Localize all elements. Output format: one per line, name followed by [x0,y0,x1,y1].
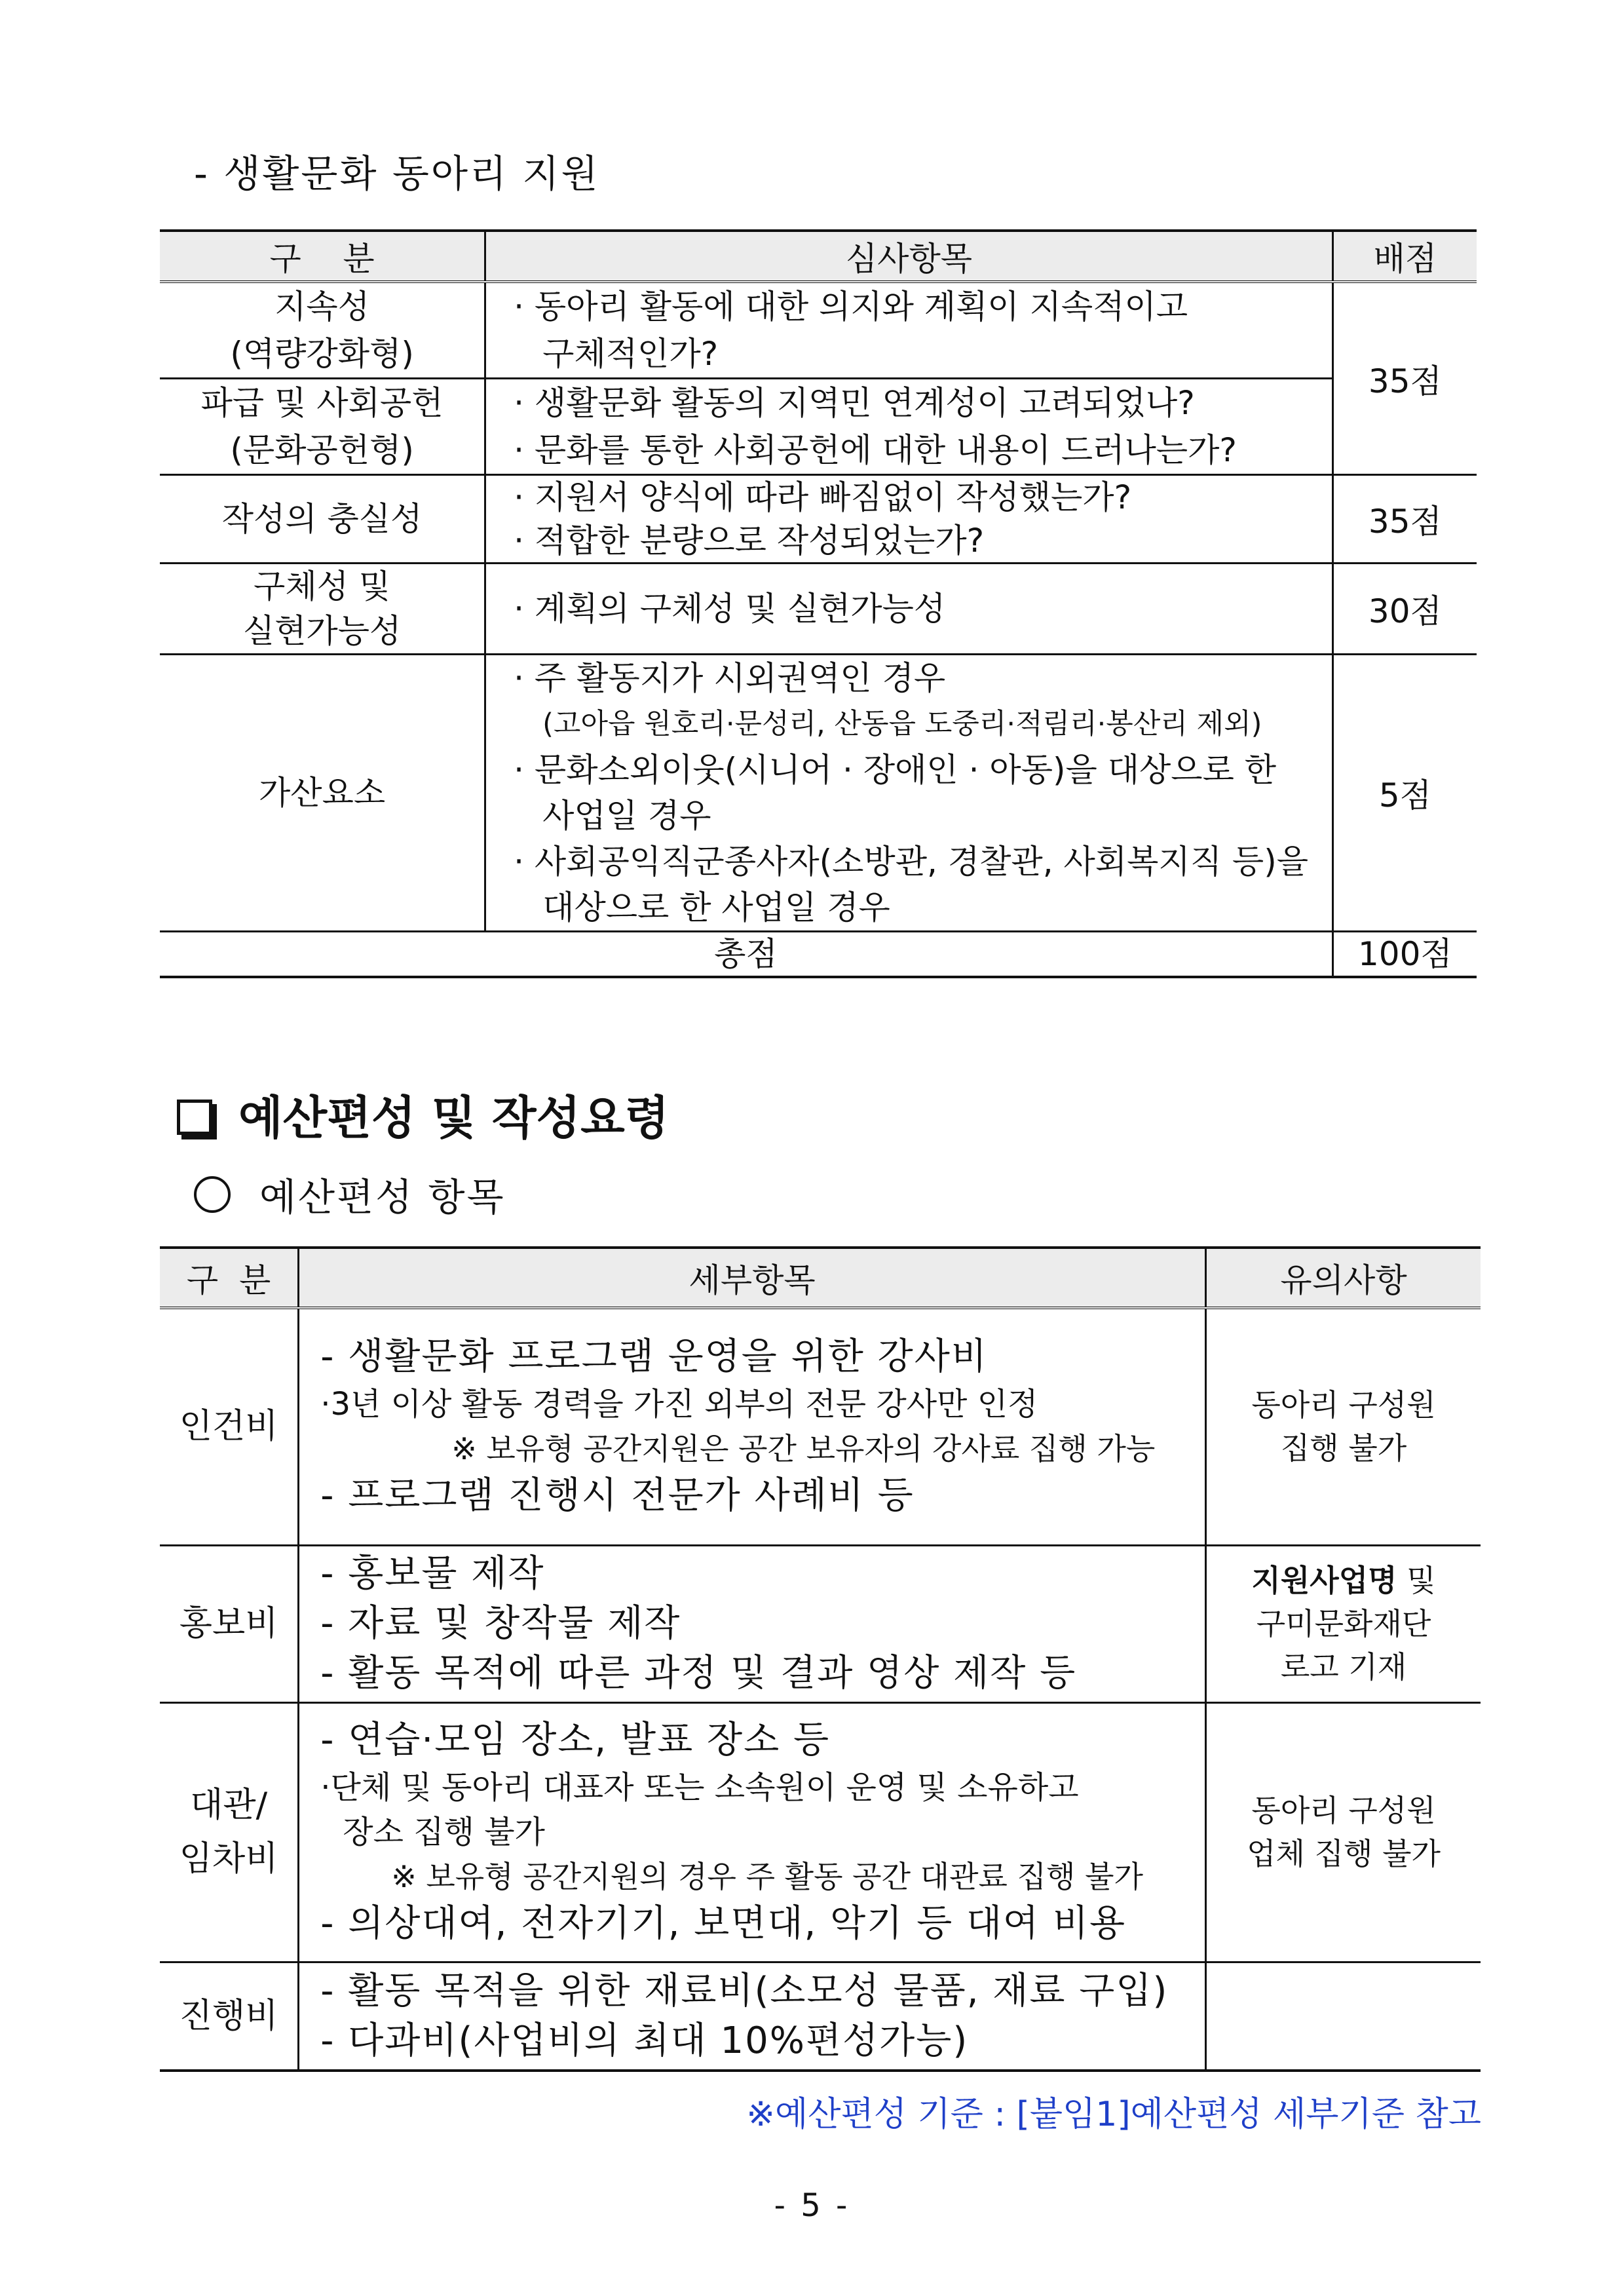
criteria-cell [485,655,1333,932]
table-header-row [160,1248,1481,1308]
criteria-item-exclusion: (고아읍 원호리·문성리, 산동읍 도중리·적림리·봉산리 제외) [542,708,1262,740]
notes-cell [1206,1962,1481,2071]
header-detail: 세부항목 [299,1248,1206,1308]
detail-note: ※ 보유형 공간지원은 공간 보유자의 강사료 집행 가능 [451,1431,1156,1467]
header-notes: 유의사항 [1206,1248,1481,1308]
detail-subitem: ·단체 및 동아리 대표자 또는 소속원이 운영 및 소유하고 [320,1769,1079,1806]
header-category: 구 분 [160,231,485,282]
detail-note: ※ 보유형 공간지원의 경우 주 활동 공간 대관료 집행 불가 [391,1859,1143,1894]
total-label: 총점 [160,932,1332,978]
category-cell [160,282,485,379]
table-row [160,282,1477,379]
notes-text-rest: 및 [1397,1563,1436,1598]
criteria-cell [485,475,1333,564]
subsection-title [194,1166,506,1221]
circle-bullet-icon [194,1176,231,1213]
section-title-text: 예산편성 및 작성요령 [238,1091,670,1145]
category-cell: 홍보비 [160,1545,299,1702]
category-cell [160,379,485,475]
category-cell: 가산요소 [160,655,485,932]
category-label: 구체성 및 [254,567,391,605]
category-cell: 진행비 [160,1962,299,2071]
category-label: 대관/ [190,1786,268,1825]
detail-item: - 자료 및 창작물 제작 [320,1602,681,1645]
category-label: 임차비 [179,1839,278,1879]
notes-cell [1206,1702,1481,1962]
category-sublabel: (문화공헌형) [230,431,414,469]
detail-item: - 프로그램 진행시 전문가 사례비 등 [320,1474,915,1518]
detail-cell [299,1308,1206,1545]
category-cell [160,1702,299,1962]
detail-cell [299,1702,1206,1962]
category-cell: 인건비 [160,1308,299,1545]
detail-item: - 활동 목적에 따른 과정 및 결과 영상 제작 등 [320,1652,1077,1694]
notes-cell [1206,1308,1481,1545]
notes-cell [1206,1545,1481,1702]
budget-reference-note: ※예산편성 기준 : [붙임1]예산편성 세부기준 참고 [746,2095,1481,2134]
total-score: 100점 [1332,932,1477,978]
evaluation-criteria-table [160,229,1477,978]
criteria-item: · 문화를 통한 사회공헌에 대한 내용이 드러나는가? [514,431,1237,469]
criteria-item: · 생활문화 활동의 지역민 연계성이 고려되었나? [514,384,1195,422]
header-criteria: 심사항목 [485,231,1333,282]
notes-text: 동아리 구성원 [1251,1387,1436,1423]
score-cell: 35점 [1332,475,1477,564]
detail-item: - 연습·모임 장소, 발표 장소 등 [320,1719,831,1761]
table-row [160,1545,1481,1702]
detail-item: - 의상대여, 전자기기, 보면대, 악기 등 대여 비용 [320,1902,1127,1945]
table-row [160,1308,1481,1545]
header-score: 배점 [1332,231,1477,282]
category-sublabel: 실현가능성 [242,612,402,650]
budget-items-table [160,1246,1481,2072]
detail-subitem-continued: 장소 집행 불가 [343,1814,545,1850]
section-title-club-support: - 생활문화 동아리 지원 [194,151,600,196]
criteria-cell [485,379,1333,475]
notes-text: 집행 불가 [1280,1430,1407,1466]
detail-cell [299,1545,1206,1702]
criteria-cell: · 계획의 구체성 및 실현가능성 [485,564,1333,655]
table-row [160,475,1477,564]
score-cell: 30점 [1332,564,1477,655]
detail-item: - 활동 목적을 위한 재료비(소모성 물품, 재료 구입) [320,1969,1169,2012]
notes-text: 동아리 구성원 [1251,1793,1436,1828]
category-label: 지속성 [274,288,370,326]
table-row [160,379,1477,475]
score-cell: 35점 [1332,282,1477,475]
detail-subitem: ·3년 이상 활동 경력을 가진 외부의 전문 강사만 인정 [320,1386,1038,1423]
criteria-item-continued: 사업일 경우 [542,797,711,835]
table-row [160,1962,1481,2071]
detail-cell [299,1962,1206,2071]
notes-text: 업체 집행 불가 [1247,1836,1441,1871]
score-cell: 5점 [1332,655,1477,932]
notes-text [1207,1559,1481,1602]
total-row [160,932,1477,978]
table-row [160,564,1477,655]
criteria-item: · 문화소외이웃(시니어 · 장애인 · 아동)을 대상으로 한 [514,751,1277,789]
criteria-item: · 주 활동지가 시외권역인 경우 [514,659,946,697]
page-number: - 5 - [774,2187,850,2224]
notes-text: 로고 기재 [1280,1649,1407,1685]
criteria-item-continued: 구체적인가? [542,335,719,373]
notes-text: 구미문화재단 [1256,1606,1431,1641]
criteria-item: · 적합한 분량으로 작성되었는가? [514,522,985,560]
criteria-item: · 동아리 활동에 대한 의지와 계획이 지속적이고 [514,288,1188,326]
criteria-item: · 사회공익직군종사자(소방관, 경찰관, 사회복지직 등)을 [514,843,1309,881]
category-cell: 작성의 충실성 [160,475,485,564]
subsection-title-text: 예산편성 항목 [259,1175,506,1219]
detail-item: - 홍보물 제작 [320,1552,545,1595]
category-cell [160,564,485,655]
section-title-budget [177,1081,669,1147]
category-label: 파급 및 사회공헌 [200,384,444,422]
table-header-row [160,231,1477,282]
table-row [160,1702,1481,1962]
table-row [160,655,1477,932]
detail-item: - 생활문화 프로그램 운영을 위한 강사비 [320,1335,988,1379]
category-sublabel: (역량강화형) [230,335,414,373]
checkbox-square-icon [177,1100,212,1135]
detail-item: - 다과비(사업비의 최대 10%편성가능) [320,2019,969,2062]
criteria-item-continued: 대상으로 한 사업일 경우 [542,889,890,927]
criteria-item: · 지원서 양식에 따라 빠짐없이 작성했는가? [514,478,1132,516]
notes-emphasis: 지원사업명 [1251,1563,1397,1598]
criteria-cell [485,282,1333,379]
header-category: 구 분 [160,1248,299,1308]
